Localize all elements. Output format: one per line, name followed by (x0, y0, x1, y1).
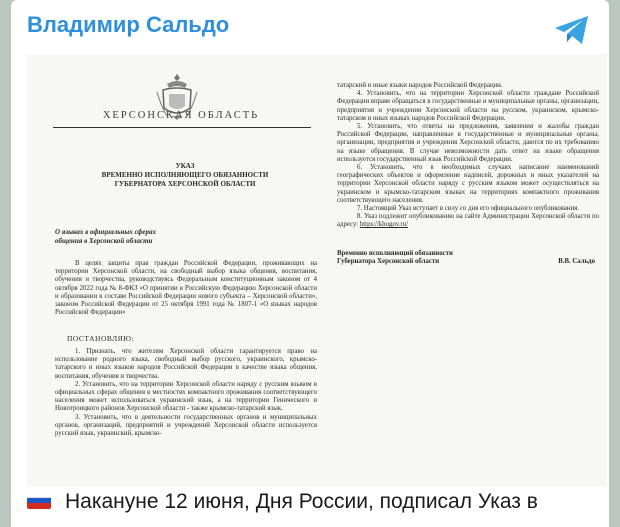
preamble-text: В целях защиты прав граждан Российской Федерации, проживающих на территории Херсонской области, на свободный выбор языка общения, воспитания, обучения и творчества, руководствуясь Федеральным конституционным законом от 4 октября 2022 года № 8-ФКЗ «О принятии в Российскую Федерацию Херсонской области и образовании в составе Российской Федерации нового субъекта – Херсонской области», законом Российской Федерации от 25 октября 1991 года № 1807-1 «О языках народов Российской Федерации» (55, 260, 317, 317)
item-8-link: https://khogov.ru/ (359, 221, 408, 229)
decree-document-image[interactable] (27, 54, 607, 486)
item-1: 1. Признать, что жителям Херсонской области гарантируется право на использование родного языка, свободный выбор русского, украинского, крымско-татарского и иных языков народов Российской Федерации в качестве языка общения, воспитания, обучения и творчества. (55, 348, 317, 380)
item-2: 2. Установить, что на территории Херсонской области наряду с русским языком в официальных сферах общения в местностях компактного проживания соответствующего населения может использоваться украинский язык, а на территории Генического и Новотроицкого районов Херсонской области - также крымско-татарский язык. (55, 380, 317, 413)
item-5: 5. Установить, что ответы на предложения, заявления и жалобы граждан Российской Федерации, направленные в государственные и муниципальные органы, организации, предприятия и учреждения Херсонской области, даются по их требованию на языке обращения. В случае невозможности дать ответ на языке обращения используется государственный язык Российской Федерации. (337, 123, 599, 163)
russia-flag-icon (27, 491, 51, 509)
issuer-line-2: ГУБЕРНАТОРА ХЕРСОНСКОЙ ОБЛАСТИ (114, 180, 256, 188)
item-8 (337, 213, 599, 229)
items-right (337, 82, 599, 230)
item-8-text: 8. Указ подлежит опубликованию на сайте Администрации Херсонской области по адресу: (337, 213, 599, 229)
decree-subject (55, 228, 205, 246)
telegram-icon[interactable] (553, 14, 591, 46)
item-7: 7. Настоящий Указ вступает в силу со дня его официального опубликования. (357, 205, 579, 213)
subject-line-1: О языках в официальных сферах (55, 228, 157, 236)
items-left (55, 348, 317, 438)
post-text: Накануне 12 июня, Дня России, подписал Указ в (65, 490, 538, 513)
decree-heading (65, 162, 305, 189)
signer-name: В.В. Сальдо (558, 258, 595, 266)
region-title: ХЕРСОНСКАЯ ОБЛАСТЬ (102, 110, 260, 121)
item-3: 3. Установить, что в деятельности государственных органов и муниципальных органов, организаций, предприятий и учреждений Херсонской области используется русский язык, украинский, крымско- (55, 413, 317, 438)
signer-title-2: Губернатора Херсонской области (337, 258, 440, 266)
signature-block (337, 250, 599, 267)
subject-line-2: общения в Херсонской области (55, 237, 153, 245)
item-3-continued: татарский и иные языки народов Российской Федерации. (337, 82, 503, 89)
channel-name[interactable]: Владимир Сальдо (27, 12, 230, 37)
document-page-left (35, 58, 320, 478)
preamble (55, 260, 317, 317)
post-text-row (11, 490, 609, 514)
flag-stripe-red (27, 503, 51, 509)
decree-word: ПОСТАНОВЛЯЮ: (67, 334, 134, 343)
document-page-right (337, 82, 599, 482)
issuer-line-1: ВРЕМЕННО ИСПОЛНЯЮЩЕГО ОБЯЗАННОСТИ (101, 171, 269, 179)
header-divider (53, 127, 311, 128)
message-card (11, 0, 609, 527)
item-6: 6. Установить, что в необходимых случаях написание наименований географических объектов и оформление надписей, дорожных и иных указателей на территории Херсонской области наряду с русским языком может осуществляться на украинском и крымско-татарском языках на территориях компактного проживания соответствующего населения. (337, 164, 599, 204)
decree-type: УКАЗ (175, 162, 195, 170)
signer-title-1: Временно исполняющий обязанности (337, 249, 453, 257)
item-4: 4. Установить, что на территории Херсонской области граждане Российской Федерации вправе обращаться в государственные и муниципальные органы, организации, предприятия и учреждения Херсонской области на русском, украинском, крымско-татарском и иных языках народов Российской Федерации. (337, 90, 599, 122)
